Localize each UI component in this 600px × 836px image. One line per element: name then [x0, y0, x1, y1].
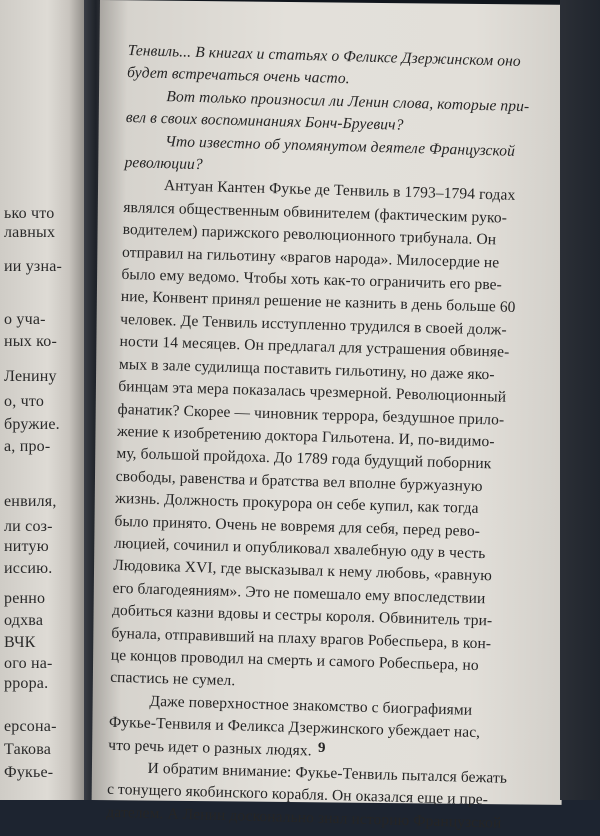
text-line: люцией, сочинил и опубликовал хвалебную оду в честь	[113, 534, 486, 563]
text-line: будет встречаться очень часто.	[126, 64, 350, 88]
text-line: революции?	[124, 153, 204, 174]
text-line: Людовика XVI, где высказывал к нему любовь, «равную	[113, 557, 493, 585]
text-line: му, большой пройдоха. До 1789 года будущий поборник	[116, 445, 492, 473]
text-line: Даже поверхностное знакомство с биографиями	[149, 692, 473, 719]
left-page-line: бружие.	[4, 416, 60, 433]
text-line: вел в своих воспоминаниях Бонч-Бруевич?	[125, 109, 404, 134]
left-page-line: лавных	[4, 224, 56, 241]
left-page-line: енвиля,	[4, 493, 57, 510]
text-line: Тенвиль... В книгах и статьях о Феликсе Дзержинском оно	[127, 41, 521, 70]
left-page-line: ВЧК	[4, 634, 36, 651]
text-line: с тонущего якобинского корабля. Он оказался еще и пре-	[106, 781, 489, 809]
right-page-text	[106, 40, 548, 836]
left-page-line: нитую	[4, 538, 49, 555]
text-line: свободы, равенства и братства вел вполне буржуазную	[115, 467, 483, 495]
left-page-line: ренно	[4, 590, 46, 607]
left-page-line: иссию.	[4, 560, 53, 577]
text-line: было принято. Очень не вовремя для себя, перед рево-	[114, 512, 481, 540]
left-page-line: ных ко-	[4, 333, 58, 350]
left-page-line: ррора.	[4, 675, 49, 692]
left-page-line: ого на-	[4, 655, 53, 672]
text-line: фанатик? Скорее — чиновник террора, бездушное прило-	[117, 400, 505, 429]
text-line: Антуан Кантен Фукье де Тенвиль в 1793–1794 годах	[163, 177, 516, 205]
text-line: спастись не сумел.	[109, 669, 236, 690]
text-line: бинцам эта мера показалась чрезмерной. Революционный	[118, 377, 507, 406]
text-line: отправил на гильотину «врагов народа». Милосердие не	[121, 243, 500, 272]
left-page-line: ерсона-	[4, 718, 57, 735]
text-line: жизнь. Должность прокурора он себе купил, как тогда	[114, 489, 479, 518]
text-line: добиться казни вдовы и сестры короля. Обвинитель три-	[111, 601, 493, 630]
text-line: Вот только произносил ли Ленин слова, которые при-	[166, 87, 530, 116]
left-page-line: а, про-	[4, 438, 51, 455]
text-line: це концов проводил на смерть и самого Робеспьера, но	[110, 646, 479, 675]
text-line: Фукье-Тенвиля и Феликса Дзержинского убеждает нас,	[108, 713, 481, 742]
text-line: дателем. А Ленин досконально знал историю Французской	[106, 803, 502, 832]
text-line: мых в зале судилища поставить гильотину, но даже яко-	[118, 355, 495, 384]
left-page-line: одхва	[4, 612, 44, 629]
text-line: И обратим внимание: Фукье-Тенвиль пытался бежать	[147, 759, 508, 787]
left-page-line: о, что	[4, 393, 45, 410]
left-page-line: о уча-	[4, 311, 46, 328]
text-line: бунала, отправивший на плаху врагов Робеспьера, в кон-	[111, 624, 492, 652]
text-line: являлся общественным обвинителем (фактическим руко-	[123, 198, 508, 227]
text-line: ности 14 месяцев. Он предлагал для устрашения обвиняе-	[119, 333, 510, 362]
text-line: человек. Де Тенвиль исступленно трудился в своей долж-	[119, 310, 507, 339]
text-line: Что известно об упомянутом деятеле Французской	[164, 132, 516, 160]
text-line: водителем) парижского революционного трибунала. Он	[122, 221, 497, 249]
left-page-line: ии узна-	[4, 258, 63, 275]
left-page-line: ли соз-	[4, 518, 53, 535]
left-page-line: Такова	[4, 741, 52, 758]
left-page-line: Ленину	[4, 368, 57, 385]
left-page	[0, 0, 86, 800]
left-page-line: ько что	[4, 205, 55, 222]
text-line: что речь идет о разных людях.	[108, 736, 312, 759]
page-number: 9	[318, 740, 326, 756]
text-line: его благодеяниям». Это не помешало ему впоследствии	[112, 579, 486, 607]
text-line: было ему ведомо. Чтобы хоть как-то ограничить его рве-	[121, 265, 503, 294]
background-right	[560, 0, 600, 800]
left-page-line: Фукье-	[4, 764, 54, 781]
text-line: жение к изобретению доктора Гильотена. И, по-видимо-	[116, 422, 495, 451]
text-line: ние, Конвент принял решение не казнить в день больше 60	[120, 288, 516, 317]
